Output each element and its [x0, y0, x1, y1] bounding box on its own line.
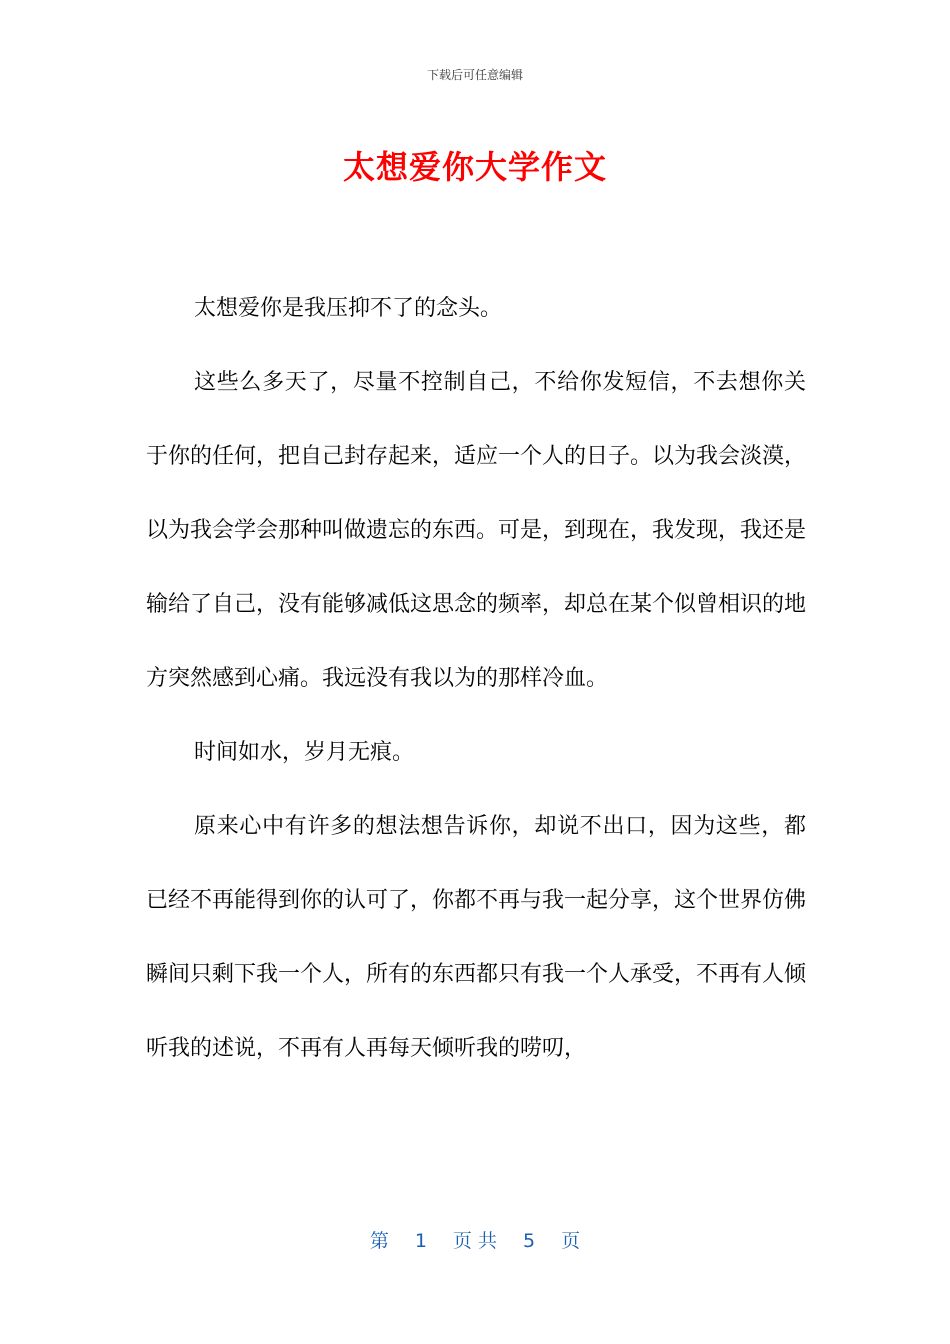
page-title: 太想爱你大学作文	[342, 148, 607, 186]
footer-page-prefix: 第	[369, 1230, 389, 1252]
footer-page-total: 5	[523, 1230, 536, 1252]
page-footer	[0, 1226, 950, 1253]
footer-page-suffix: 页	[561, 1230, 581, 1252]
document-body	[146, 272, 806, 1086]
footer-page-mid: 页 共	[452, 1230, 498, 1252]
header-note: 下载后可任意编辑	[426, 68, 523, 82]
paragraph-1: 太想爱你是我压抑不了的念头。	[194, 296, 503, 321]
paragraph-2: 这些么多天了，尽量不控制自己，不给你发短信，不去想你关于你的任何，把自己封存起来，适应一个人的日子。以为我会淡漠，以为我会学会那种叫做遗忘的东西。可是，到现在，我发现，我还是输给了自己，没有能够减低这思念的频率，却总在某个似曾相识的地方突然感到心痛。我远没有我以为的那样冷血。	[146, 370, 807, 691]
paragraph-4: 原来心中有许多的想法想告诉你，却说不出口，因为这些，都已经不再能得到你的认可了，你都不再与我一起分享，这个世界仿佛瞬间只剩下我一个人，所有的东西都只有我一个人承受，不再有人倾听我的述说，不再有人再每天倾听我的唠叨，	[146, 814, 807, 1061]
paragraph-3: 时间如水，岁月无痕。	[194, 740, 415, 765]
footer-page-current: 1	[414, 1230, 427, 1252]
